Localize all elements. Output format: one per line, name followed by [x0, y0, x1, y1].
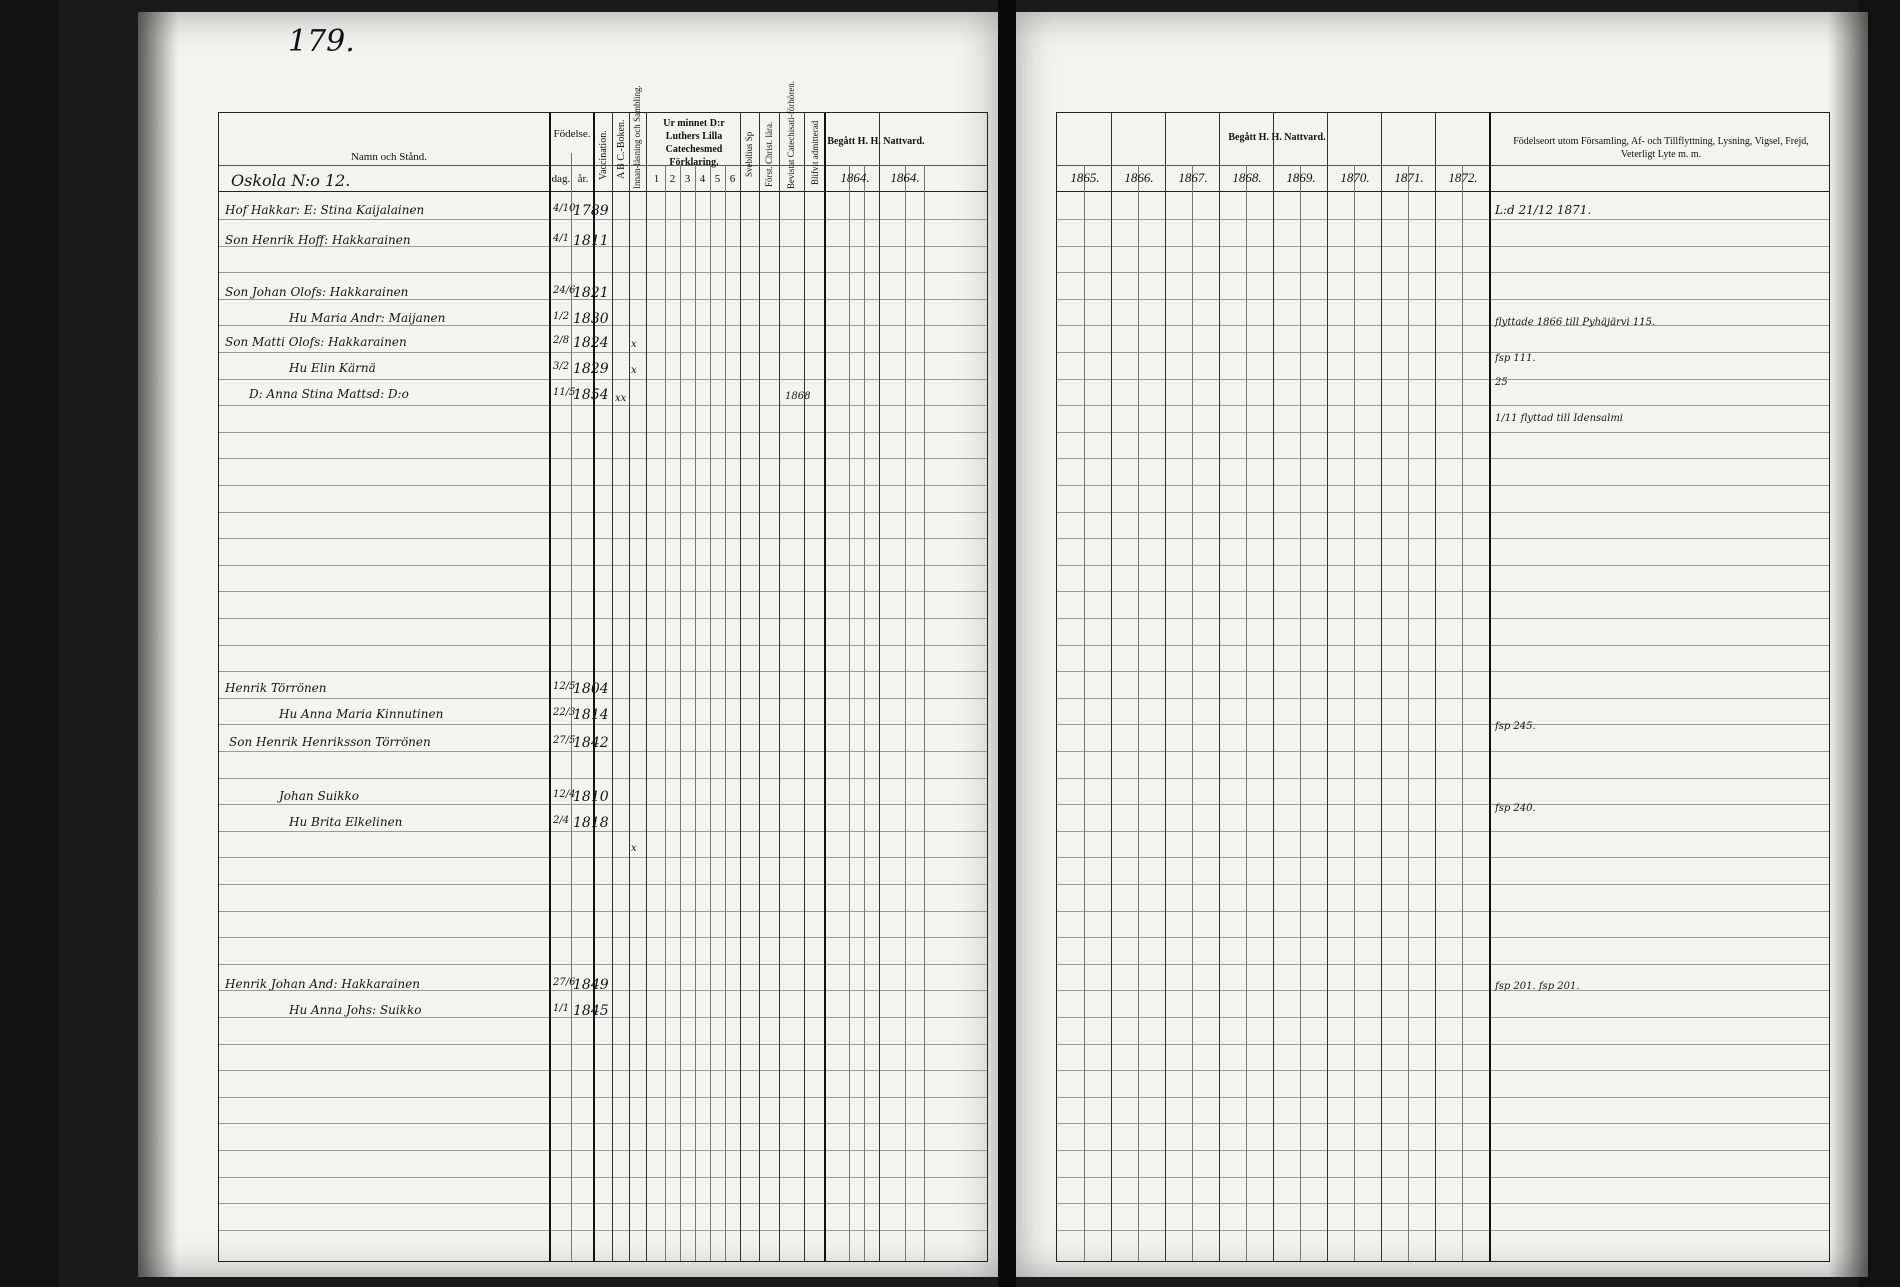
ruled-line [1057, 1230, 1829, 1231]
ruled-line [1057, 884, 1829, 885]
ruled-line [1057, 1203, 1829, 1204]
header-reading: Innan-läsning och Sambling. [632, 85, 642, 189]
ruled-line [1057, 1177, 1829, 1178]
col-rule [1408, 165, 1409, 1261]
col-rule [905, 165, 906, 1261]
header-year: 1871. [1394, 170, 1424, 185]
header-year: år. [577, 173, 589, 185]
col-rule [1192, 165, 1193, 1261]
entry-name: Hu Elin Kärnä [289, 361, 376, 375]
header-bevistat: Bevistat Catechisati-förhören. [786, 81, 796, 189]
header-svebilius: Svebilius Sp [744, 131, 754, 177]
col-rule [1246, 165, 1247, 1261]
remark: fsp 201. fsp 201. [1495, 981, 1580, 992]
right-page [1016, 12, 1868, 1277]
col-rule [1273, 113, 1274, 1261]
entry-year: 1789 [573, 203, 609, 219]
entry-name: Johan Suikko [279, 789, 360, 803]
ruled-line [1057, 1123, 1829, 1124]
ruled-line [219, 857, 987, 858]
ruled-line [1057, 1017, 1829, 1018]
ruled-line [1057, 857, 1829, 858]
ruled-line [219, 1070, 987, 1071]
remark: 25 [1495, 377, 1508, 388]
entry-day: 27/6 [553, 977, 576, 988]
col-rule [1300, 165, 1301, 1261]
ruled-line [1057, 352, 1829, 353]
col-rule [740, 113, 741, 1261]
entry-day: 4/10 [553, 203, 576, 214]
ruled-line [1057, 1070, 1829, 1071]
entry-day: 22/3 [553, 707, 576, 718]
check-mark: xx [615, 393, 627, 404]
ruled-line [219, 512, 987, 513]
ruled-line [1057, 565, 1829, 566]
col-rule [1138, 165, 1139, 1261]
ruled-line [219, 1123, 987, 1124]
ruled-line [219, 1177, 987, 1178]
entry-year: 1854 [573, 387, 609, 403]
header-year: 1868. [1232, 170, 1262, 185]
entry-day: 27/5 [553, 735, 576, 746]
ruled-line [219, 565, 987, 566]
ruled-line [1057, 591, 1829, 592]
ruled-line [219, 751, 987, 752]
ruled-line [1057, 751, 1829, 752]
col-rule [629, 113, 630, 1261]
page-number: 179. [288, 24, 355, 59]
header-communion: Begått H. H. Nattvard. [1228, 132, 1326, 143]
ruled-line [219, 1203, 987, 1204]
entry-year: 1849 [573, 977, 609, 993]
remark: fsp 245. [1495, 721, 1536, 732]
check-mark: x [631, 843, 637, 854]
right-register-table [1056, 112, 1830, 1262]
ruled-line [1057, 937, 1829, 938]
entry-name: Henrik Törrönen [225, 681, 327, 695]
ruled-line [1057, 325, 1829, 326]
col-rule [879, 113, 880, 1261]
ruled-line [1057, 778, 1829, 779]
ruled-line [1057, 911, 1829, 912]
header-remarks: Födelseort utom Församling, Af- och Tillflyttning, Lysning, Vigsel, Frejd, Veterligt Lyte m. m. [1513, 136, 1809, 160]
left-register-table [218, 81, 988, 1262]
ruled-line [1057, 299, 1829, 300]
section-title: Oskola N:o 12. [231, 171, 351, 190]
ruled-line [1057, 1097, 1829, 1098]
entry-name: Son Matti Olofs: Hakkarainen [225, 335, 407, 349]
col-rule [695, 165, 696, 1261]
ruled-line [219, 778, 987, 779]
col-rule [864, 165, 865, 1261]
header-forst: Först. Christ. lära. [764, 121, 774, 187]
col-rule [924, 165, 925, 1261]
ruled-line [219, 405, 987, 406]
remark: L:d 21/12 1871. [1495, 203, 1592, 217]
entry-name: D: Anna Stina Mattsd: D:o [249, 387, 409, 401]
entry-day: 2/8 [553, 335, 570, 346]
header-abc: A B C.-Boken. [616, 119, 627, 179]
entry-name: Hu Brita Elkelinen [289, 815, 403, 829]
entry-year: 1842 [573, 735, 609, 751]
ruled-line [219, 379, 987, 380]
col-rule [549, 113, 551, 1261]
header-bottom-rule [1057, 191, 1829, 192]
ruled-line [1057, 698, 1829, 699]
entry-year: 1810 [573, 789, 609, 805]
ruled-line [219, 724, 987, 725]
header-year: 1865. [1070, 170, 1100, 185]
cat-num-2: 2 [669, 173, 676, 185]
entry-name: Hu Anna Maria Kinnutinen [279, 707, 444, 721]
entry-day: 24/6 [553, 285, 576, 296]
ruled-line [1057, 618, 1829, 619]
register-spread [58, 0, 1858, 1287]
remark: fsp 240. [1495, 803, 1536, 814]
entry-year: 1811 [573, 233, 609, 249]
ruled-line [1057, 645, 1829, 646]
col-rule [725, 165, 726, 1261]
col-rule [1327, 113, 1328, 1261]
ruled-line [1057, 831, 1829, 832]
ruled-line [1057, 485, 1829, 486]
col-rule [759, 113, 760, 1261]
col-rule [1435, 113, 1436, 1261]
header-year: 1872. [1448, 170, 1478, 185]
col-rule [665, 165, 666, 1261]
header-catechism: Ur minnet D:r Luthers Lilla Catechesmed Förklaring. [663, 118, 725, 168]
admission-year: 1868 [785, 391, 811, 402]
remark: 1/11 flyttad till Idensalmi [1495, 413, 1624, 424]
entry-year: 1829 [573, 361, 609, 377]
entry-day: 12/4 [553, 789, 576, 800]
col-rule [710, 165, 711, 1261]
entry-name: Hu Anna Johs: Suikko [289, 1003, 422, 1017]
entry-day: 11/5 [553, 387, 576, 398]
col-rule [804, 113, 805, 1261]
ruled-line [219, 219, 987, 220]
ruled-line [219, 1044, 987, 1045]
ruled-line [1057, 219, 1829, 220]
ruled-line [1057, 990, 1829, 991]
ruled-line [219, 352, 987, 353]
entry-name: Son Johan Olofs: Hakkarainen [225, 285, 409, 299]
header-year: 1866. [1124, 170, 1154, 185]
entry-name: Son Henrik Hoff: Hakkarainen [225, 233, 411, 247]
ruled-line [219, 937, 987, 938]
ruled-line [1057, 379, 1829, 380]
entry-day: 1/2 [553, 311, 570, 322]
header-year-1864a: 1864. [840, 170, 870, 185]
ruled-line [219, 698, 987, 699]
entry-year: 1821 [573, 285, 609, 301]
header-year: 1870. [1340, 170, 1370, 185]
ruled-line [219, 964, 987, 965]
ruled-line [219, 1230, 987, 1231]
header-year: 1867. [1178, 170, 1208, 185]
ruled-line [219, 591, 987, 592]
col-rule [1381, 113, 1382, 1261]
ruled-line [219, 272, 987, 273]
cat-num-5: 5 [714, 173, 721, 185]
ruled-line [1057, 804, 1829, 805]
ruled-line [219, 911, 987, 912]
cat-num-4: 4 [699, 173, 706, 185]
col-rule [1462, 165, 1463, 1261]
ruled-line [219, 884, 987, 885]
col-rule [1084, 165, 1085, 1261]
col-rule [612, 113, 613, 1261]
header-bottom-rule [219, 191, 987, 192]
cat-num-3: 3 [684, 173, 691, 185]
entry-day: 4/1 [553, 233, 570, 244]
col-rule [849, 165, 850, 1261]
ruled-line [1057, 458, 1829, 459]
entry-name: Son Henrik Henriksson Törrönen [229, 735, 431, 749]
ruled-line [1057, 671, 1829, 672]
ruled-line [1057, 246, 1829, 247]
header-rule [1057, 165, 1829, 166]
header-communion: Begått H. H. Nattvard. [827, 136, 925, 147]
col-rule [1489, 113, 1491, 1261]
book-gutter [998, 0, 1016, 1287]
header-blifvit: Blifvit admitterad [810, 120, 820, 186]
ruled-line [219, 485, 987, 486]
entry-day: 3/2 [553, 361, 570, 372]
ruled-line [219, 432, 987, 433]
ruled-line [1057, 1150, 1829, 1151]
entry-year: 1818 [573, 815, 609, 831]
entry-name: Henrik Johan And: Hakkarainen [225, 977, 420, 991]
ruled-line [1057, 1044, 1829, 1045]
check-mark: x [631, 365, 637, 376]
entry-year: 1830 [573, 311, 609, 327]
col-rule [824, 113, 826, 1261]
entry-day: 1/1 [553, 1003, 570, 1014]
ruled-line [219, 538, 987, 539]
header-vaccination: Vaccination. [598, 130, 609, 180]
col-rule [646, 113, 647, 1261]
left-page [138, 12, 998, 1277]
entry-year: 1814 [573, 707, 609, 723]
col-rule [1165, 113, 1166, 1261]
col-rule [1219, 113, 1220, 1261]
ruled-line [1057, 724, 1829, 725]
header-birth: Födelse. [553, 128, 591, 140]
check-mark: x [631, 339, 637, 350]
cat-num-1: 1 [653, 173, 660, 185]
ruled-line [1057, 512, 1829, 513]
col-rule [1111, 113, 1112, 1261]
header-day: dag. [551, 173, 571, 185]
ruled-line [219, 458, 987, 459]
header-name: Namn och Stånd. [350, 151, 428, 163]
col-rule [680, 165, 681, 1261]
entry-year: 1824 [573, 335, 609, 351]
ruled-line [1057, 405, 1829, 406]
ruled-line [1057, 272, 1829, 273]
ruled-line [219, 645, 987, 646]
header-year: 1869. [1286, 170, 1316, 185]
col-rule [779, 113, 780, 1261]
header-year-1864b: 1864. [890, 170, 920, 185]
remark: flyttade 1866 till Pyhäjärvi 115. [1495, 317, 1656, 328]
remark: fsp 111. [1495, 353, 1536, 364]
ruled-line [1057, 538, 1829, 539]
ruled-line [1057, 964, 1829, 965]
ruled-line [219, 671, 987, 672]
ruled-line [219, 1097, 987, 1098]
entry-day: 2/4 [553, 815, 570, 826]
cat-num-6: 6 [729, 173, 736, 185]
entry-name: Hu Maria Andr: Maijanen [289, 311, 446, 325]
ruled-line [219, 1150, 987, 1151]
ruled-line [219, 618, 987, 619]
entry-year: 1804 [573, 681, 609, 697]
col-rule [1354, 165, 1355, 1261]
entry-day: 12/5 [553, 681, 576, 692]
ruled-line [1057, 432, 1829, 433]
entry-year: 1845 [573, 1003, 609, 1019]
entry-name: Hof Hakkar: E: Stina Kaijalainen [225, 203, 425, 217]
